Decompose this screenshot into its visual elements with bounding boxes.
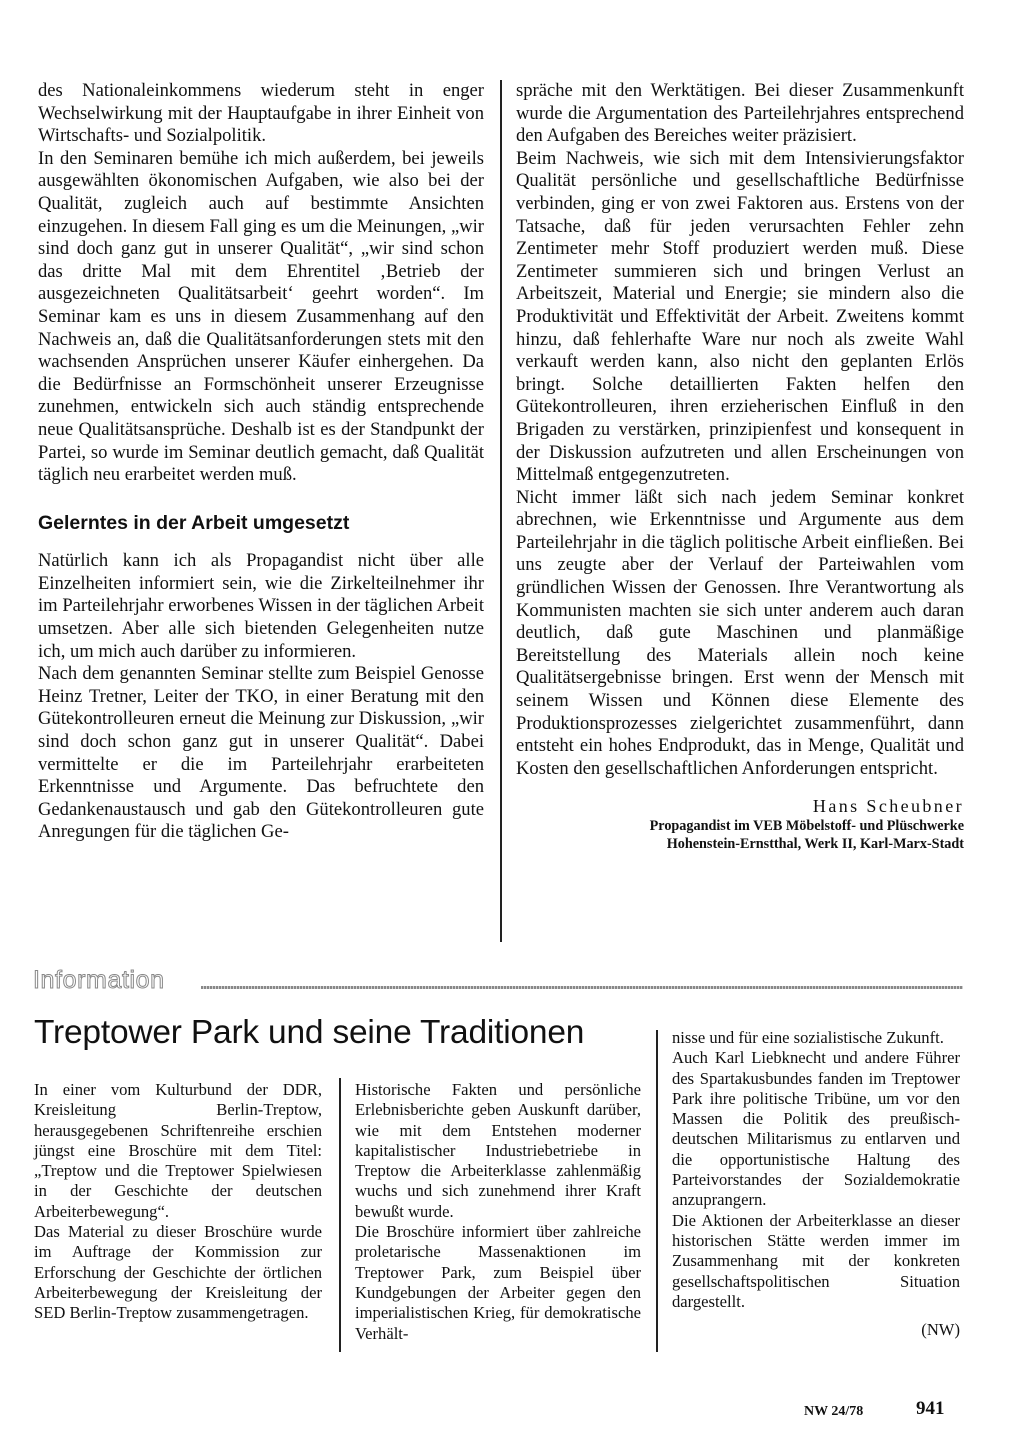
issue-number: NW 24/78: [804, 1404, 864, 1419]
info-column-1: [34, 1080, 322, 1324]
column-divider: [500, 80, 502, 942]
paragraph: Nicht immer läßt sich nach jedem Seminar konkret abrechnen, wie Erkenntnisse und Argumente aus dem Parteilehrjahr in die täglich politische Arbeit einfließen. Bei uns zeugte aber der Verlauf der Parteiwahlen vom gründlichen Wissen der Genossen. Ihre Verantwortung als Kommunisten machten sie sich unter anderem auch daran deutlich, daß gute Maschinen und planmäßige Bereitstellung des Materials allein noch keine Qualitätsergebnisse bringen. Erst wenn der Mensch mit seinem Wissen und Können diese Elemente des Produktionsprozesses zielgerichtet zusammenführt, dann entsteht ein hohes Endprodukt, das in Menge, Qualität und Kosten den gesellschaftlichen Anforderungen entspricht.: [516, 486, 964, 779]
paragraph: Historische Fakten und persönliche Erlebnisberichte geben Auskunft darüber, wie mit dem Entstehen moderner kapitalistischer Industriebetriebe in Treptow die Arbeiterklasse zahlenmäßig wuchs und sich zunehmend ihrer Kraft bewußt wurde.: [355, 1080, 641, 1221]
information-label: Information: [33, 966, 165, 994]
article-subheading: Gelerntes in der Arbeit umgesetzt: [38, 511, 350, 534]
info-credit: (NW): [921, 1320, 960, 1340]
paragraph: spräche mit den Werktätigen. Bei dieser Zusammenkunft wurde die Argumentation des Parteilehrjahres entsprechend den Aufgaben des Bereiches weiter präzisiert.: [516, 80, 964, 147]
page-number: 941: [916, 1398, 945, 1419]
banner-rule: [201, 986, 963, 989]
paragraph: Beim Nachweis, wie sich mit dem Intensivierungsfaktor Qualität persönliche und gesellschaftliche Bedürfnisse verbinden, ging er von zwei Faktoren aus. Erstens von der Tatsache, daß für jeden verursachten Fehler zehn Zentimeter mehr Stoff produziert werden muß. Diese Zentimeter summieren sich und bringen Verlust an Arbeitszeit, Material und Energie; sie mindern also die Produktivität und Effektivität der Arbeit. Zweitens kommt hinzu, daß fehlerhafte Ware nur noch als zweite Wahl verkauft werden kann, also nicht den geplanten Erlös bringt. Solche detaillierten Fakten helfen den Gütekontrolleuren, ihren erzieherischen Einfluß in den Brigaden zu verstärken, prinzipienfest und konsequent in der Diskussion aufzutreten und allen Erscheinungen von Mittelmaß entgegenzutreten.: [516, 147, 964, 486]
author-name: Hans Scheubner: [812, 796, 964, 817]
author-signature: [516, 795, 964, 853]
information-banner: [33, 966, 963, 998]
paragraph: Natürlich kann ich als Propagandist nicht über alle Einzelheiten informiert sein, wie die Zirkelteilnehmer ihr im Parteilehrjahr erworbenes Wissen in der täglichen Arbeit umsetzen. Aber alle sich bietenden Gelegenheiten nutze ich, um mich auch darüber zu informieren.: [38, 550, 484, 662]
article-column-2: [516, 80, 964, 853]
article-column-1: [38, 80, 484, 844]
paragraph: Das Material zu dieser Broschüre wurde im Auftrage der Kommission zur Erforschung der Geschichte der örtlichen Arbeiterbewegung der Kreisleitung der SED Berlin-Treptow zusammengetragen.: [34, 1222, 322, 1323]
paragraph: Die Aktionen der Arbeiterklasse an dieser historischen Stätte werden immer im Zusammenhang mit der konkreten gesellschaftspolitischen Situation dargestellt.: [672, 1210, 960, 1311]
info-column-2: [355, 1080, 641, 1344]
paragraph: des Nationaleinkommens wiederum steht in enger Wechselwirkung mit der Hauptaufgabe in ihrer Einheit von Wirtschafts- und Sozialpolitik.: [38, 80, 484, 147]
paragraph: Nach dem genannten Seminar stellte zum Beispiel Genosse Heinz Tretner, Leiter der TKO, in einer Beratung mit den Gütekontrolleuren erneut die Meinung zur Diskussion, „wir sind doch schon ganz gut in unserer Qualität“. Dabei vermittelte er die im Parteilehrjahr erarbeiteten Erkenntnisse und Argumente. Das befruchtete den Gedankenaustausch und gab den Gütekontrolleuren gute Anregungen für die täglichen Ge-: [38, 663, 484, 843]
paragraph: In einer vom Kulturbund der DDR, Kreisleitung Berlin-Treptow, herausgegebenen Schriftenreihe erschien jüngst eine Broschüre mit dem Titel: „Treptow und die Treptower Spielwiesen in der Geschichte der deutschen Arbeiterbewegung“.: [34, 1080, 322, 1221]
paragraph: In den Seminaren bemühe ich mich außerdem, bei jeweils ausgewählten ökonomischen Aufgaben, wie also bei der Qualität, zugleich auch auf bestimmte Ansichten einzugehen. In diesem Fall ging es um die Meinungen, „wir sind doch ganz gut in unserer Qualität“, „wir sind schon das dritte Mal mit dem Ehrentitel ‚Betrieb der ausgezeichneten Qualitätsarbeit‘ geehrt worden“. Im Seminar kam es uns in diesem Zusammenhang auf den Nachweis an, daß die Qualitätsanforderungen stets mit den wachsenden Ansprüchen unserer Käufer einhergehen. Da die Bedürfnisse an Formschönheit unserer Erzeugnisse zunehmen, entwickeln sich auch ständig entsprechende neue Qualitätsansprüche. Deshalb ist es der Standpunkt der Partei, so wurde im Seminar deutlich gemacht, daß Qualität täglich neu erarbeitet werden muß.: [38, 147, 484, 486]
author-location: Hohenstein-Ernstthal, Werk II, Karl-Marx-Stadt: [666, 835, 964, 852]
info-headline: Treptower Park und seine Traditionen: [34, 1014, 585, 1051]
author-role: Propagandist im VEB Möbelstoff- und Plüschwerke: [649, 818, 964, 834]
paragraph: nisse und für eine sozialistische Zukunft.: [672, 1028, 944, 1047]
paragraph: Die Broschüre informiert über zahlreiche proletarische Massenaktionen im Treptower Park, zum Beispiel über Kundgebungen der Arbeiter gegen den imperialistischen Krieg, für demokratische Verhält-: [355, 1222, 641, 1343]
info-column-3: [672, 1028, 960, 1340]
paragraph: Auch Karl Liebknecht und andere Führer des Spartakusbundes fanden im Treptower Park ihre politische Tribüne, um vor den Massen die Politik des preußisch-deutschen Militarismus zu entlarven und die opportunistische Haltung des Parteivorstandes der Sozialdemokratie anzuprangern.: [672, 1048, 960, 1210]
column-divider: [656, 1030, 658, 1352]
column-divider: [339, 1078, 341, 1352]
